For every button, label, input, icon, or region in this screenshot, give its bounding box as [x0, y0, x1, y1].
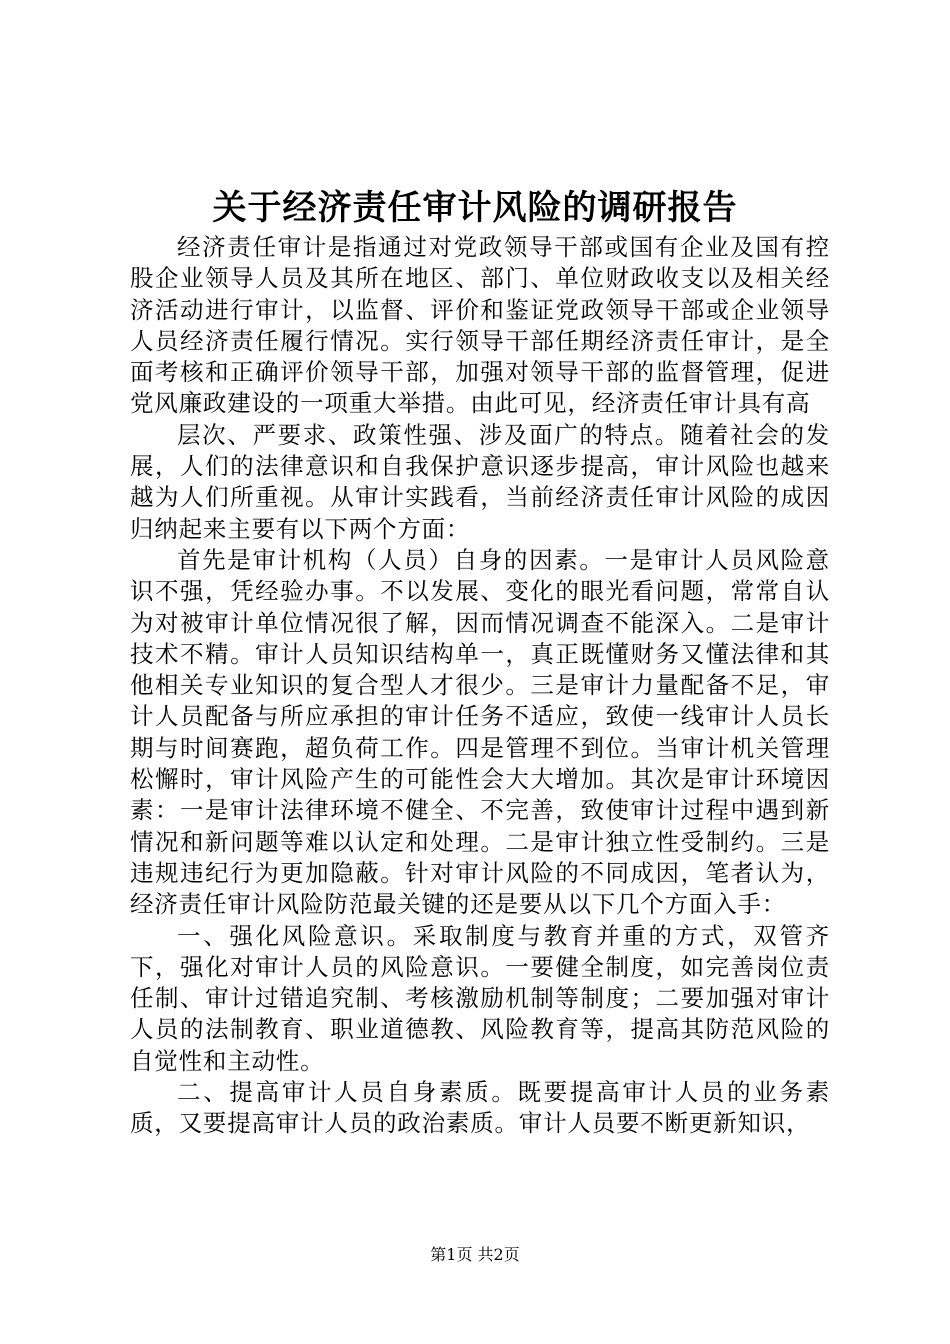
- page-number-footer: 第1页 共2页: [430, 1245, 520, 1264]
- document-title: 关于经济责任审计风险的调研报告: [212, 188, 738, 228]
- document-body: [130, 232, 830, 1140]
- paragraph: 首先是审计机构（人员）自身的因素。一是审计人员风险意识不强，凭经验办事。不以发展、变化的眼光看问题，常常自认为对被审计单位情况很了解，因而情况调查不能深入。二是审计技术不精。审计人员知识结构单一，真正既懂财务又懂法律和其他相关专业知识的复合型人才很少。三是审计力量配备不足，审计人员配备与所应承担的审计任务不适应，致使一线审计人员长期与时间赛跑，超负荷工作。四是管理不到位。当审计机关管理松懈时，审计风险产生的可能性会大大增加。其次是审计环境因素：一是审计法律环境不健全、不完善，致使审计过程中遇到新情况和新问题等难以认定和处理。二是审计独立性受制约。三是违规违纪行为更加隐蔽。针对审计风险的不同成因，笔者认为，经济责任审计风险防范最关键的还是要从以下几个方面入手：: [130, 545, 830, 919]
- paragraph: 层次、严要求、政策性强、涉及面广的特点。随着社会的发展，人们的法律意识和自我保护意识逐步提高，审计风险也越来越为人们所重视。从审计实践看，当前经济责任审计风险的成因归纳起来主要有以下两个方面：: [130, 420, 830, 543]
- paragraph: 经济责任审计是指通过对党政领导干部或国有企业及国有控股企业领导人员及其所在地区、部门、单位财政收支以及相关经济活动进行审计，以监督、评价和鉴证党政领导干部或企业领导人员经济责任履行情况。实行领导干部任期经济责任审计，是全面考核和正确评价领导干部，加强对领导干部的监督管理，促进党风廉政建设的一项重大举措。由此可见，经济责任审计具有高: [130, 233, 830, 418]
- paragraph: 一、强化风险意识。采取制度与教育并重的方式，双管齐下，强化对审计人员的风险意识。一要健全制度，如完善岗位责任制、审计过错追究制、考核激励机制等制度；二要加强对审计人员的法制教育、职业道德教、风险教育等，提高其防范风险的自觉性和主动性。: [130, 921, 830, 1075]
- paragraph: 二、提高审计人员自身素质。既要提高审计人员的业务素质，又要提高审计人员的政治素质。审计人员要不断更新知识，: [130, 1078, 830, 1138]
